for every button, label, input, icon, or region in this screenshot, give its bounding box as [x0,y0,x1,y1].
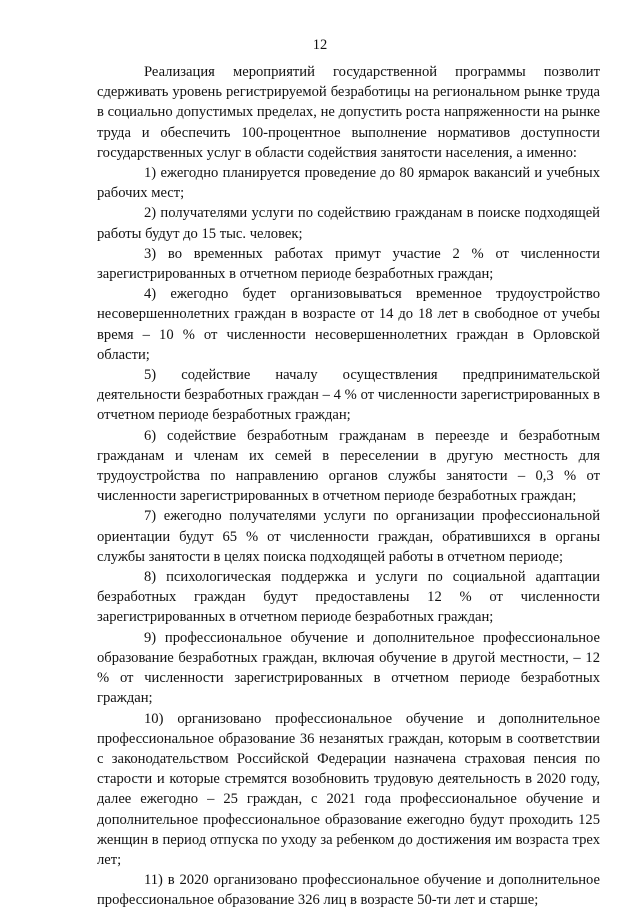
list-item: 10) организовано профессиональное обучение и дополнительное профессиональное образование 36 незанятых граждан, которым в соответствии с законодательством Российской Федерации назначена страховая пенсия по старости и которые стремятся возобновить трудовую деятельность в 2020 году, далее ежегодно – 25 граждан, с 2021 года профессиональное обучение и дополнительное профессиональное образование ежегодно будут проходить 125 женщин в период отпуска по уходу за ребенком до достижения им возраста трех лет; [97,710,600,868]
page-number: 12 [312,37,328,53]
list-item: 7) ежегодно получателями услуги по организации профессиональной ориентации будут 65 % от численности граждан, обратившихся в органы службы занятости в целях поиска подходящей работы в отчетном периоде; [97,508,600,565]
document-body [97,62,600,911]
list-item: 11) в 2020 организовано профессиональное обучение и дополнительное профессиональное образование 326 лиц в возрасте 50-ти лет и старше; [97,872,600,909]
list-item: 3) во временных работах примут участие 2 % от численности зарегистрированных в отчетном периоде безработных граждан; [97,245,600,283]
list-item: 2) получателями услуги по содействию гражданам в поиске подходящей работы будут до 15 тыс. человек; [97,205,600,242]
list-item: 9) профессиональное обучение и дополнительное профессиональное образование безработных граждан, включая обучение в другой местности, – 12 % от численности зарегистрированных в отчетном периоде безработных граждан; [97,629,600,707]
list-item: 1) ежегодно планируется проведение до 80 ярмарок вакансий и учебных рабочих мест; [97,165,600,202]
list-item: 5) содействие началу осуществления предпринимательской деятельности безработных граждан – 4 % от численности зарегистрированных в отчетном периоде безработных граждан; [97,367,600,424]
intro-paragraph: Реализация мероприятий государственной программы позволит сдерживать уровень регистрируемой безработицы на региональном рынке труда в социально допустимых пределах, не допустить роста напряженности на рынке труда и обеспечить 100-процентное выполнение нормативов доступности государственных услуг в области содействия занятости населения, а именно: [97,64,600,161]
list-item: 4) ежегодно будет организовываться временное трудоустройство несовершеннолетних граждан в возрасте от 14 до 18 лет в свободное от учебы время – 10 % от численности несовершеннолетних граждан в Орловской области; [97,286,600,363]
list-item: 8) психологическая поддержка и услуги по социальной адаптации безработных граждан будут предоставлены 12 % от численности зарегистрированных в отчетном периоде безработных граждан; [97,569,600,626]
list-item: 6) содействие безработным гражданам в переезде и безработным гражданам и членам их семей в переселении в другую местность для трудоустройства по направлению органов службы занятости – 0,3 % от численности зарегистрированных в отчетном периоде безработных граждан; [97,427,600,505]
